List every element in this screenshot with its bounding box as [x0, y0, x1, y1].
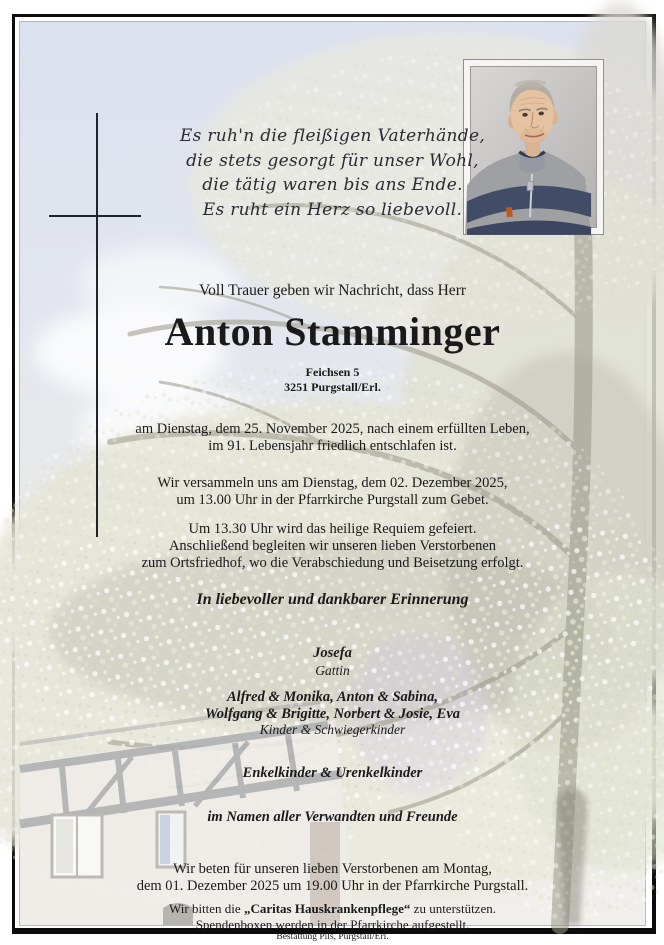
- requiem-line: Anschließend begleiten wir unseren lieben Verstorbenen: [168, 538, 497, 554]
- mourners-children-relation: Kinder & Schwiegerkinder: [259, 722, 406, 737]
- mourners-grandchildren: Enkelkinder & Urenkelkinder: [242, 765, 423, 781]
- donation-line2: Spendenboxen werden in der Pfarrkirche aufgestellt.: [195, 917, 470, 932]
- card-interior: [20, 22, 645, 942]
- mourners-closing: im Namen aller Verwandten und Freunde: [207, 809, 458, 825]
- children-names-line: Wolfgang & Brigitte, Norbert & Josie, Eva: [204, 705, 461, 722]
- prayer-line: Wir beten für unseren lieben Verstorbenen am Montag,: [173, 861, 492, 877]
- prayer-line: dem 01. Dezember 2025 um 19.00 Uhr in der Pfarrkirche Purgstall.: [136, 878, 529, 894]
- gathering-line: Wir versammeln uns am Dienstag, dem 02. Dezember 2025,: [157, 475, 508, 491]
- deceased-name: Anton Stamminger: [164, 309, 501, 354]
- donation-notice: [20, 901, 645, 933]
- requiem-notice: [20, 521, 645, 572]
- poem-line: die tätig waren bis ans Ende.: [202, 175, 463, 195]
- poem-line: Es ruh'n die fleißigen Vaterhände,: [179, 126, 486, 146]
- deceased-address: [20, 365, 645, 395]
- donation-line: [20, 901, 645, 917]
- address-line: Feichsen 5: [305, 365, 360, 379]
- gathering-line: um 13.00 Uhr in der Pfarrkirche Purgstall zum Gebet.: [176, 492, 489, 508]
- address-line: 3251 Purgstall/Erl.: [284, 380, 381, 394]
- poem-line: die stets gesorgt für unser Wohl,: [186, 150, 479, 171]
- donation-highlight: „Caritas Hauskrankenpflege“: [243, 901, 411, 916]
- funeral-home: Bestattung Pils, Purgstall/Erl.: [276, 932, 389, 942]
- prayer-notice: [20, 861, 645, 895]
- children-names-line: Alfred & Monika, Anton & Sabina,: [227, 689, 438, 705]
- death-notice-line: am Dienstag, dem 25. November 2025, nach einem erfüllten Leben,: [135, 421, 530, 437]
- gathering-notice: [20, 475, 645, 509]
- death-notice: [20, 421, 645, 455]
- memorial-poem: [20, 124, 645, 222]
- poem-line: Es ruht ein Herz so liebevoll.: [202, 199, 463, 220]
- announcement-intro: Voll Trauer geben wir Nachricht, dass Herr: [198, 282, 467, 299]
- death-notice-line: im 91. Lebensjahr friedlich entschlafen ist.: [208, 438, 457, 454]
- mourner-spouse-relation: Gattin: [315, 663, 350, 678]
- mourner-spouse-name: Josefa: [313, 645, 352, 661]
- requiem-line: Um 13.30 Uhr wird das heilige Requiem gefeiert.: [188, 521, 477, 537]
- mourners-children: [20, 689, 645, 722]
- donation-suffix: zu unterstützen.: [410, 901, 496, 916]
- donation-prefix: Wir bitten die: [169, 901, 244, 916]
- requiem-line: zum Ortsfriedhof, wo die Verabschiedung und Beisetzung erfolgt.: [141, 555, 524, 571]
- remembrance-line: In liebevoller und dankbarer Erinnerung: [196, 591, 469, 608]
